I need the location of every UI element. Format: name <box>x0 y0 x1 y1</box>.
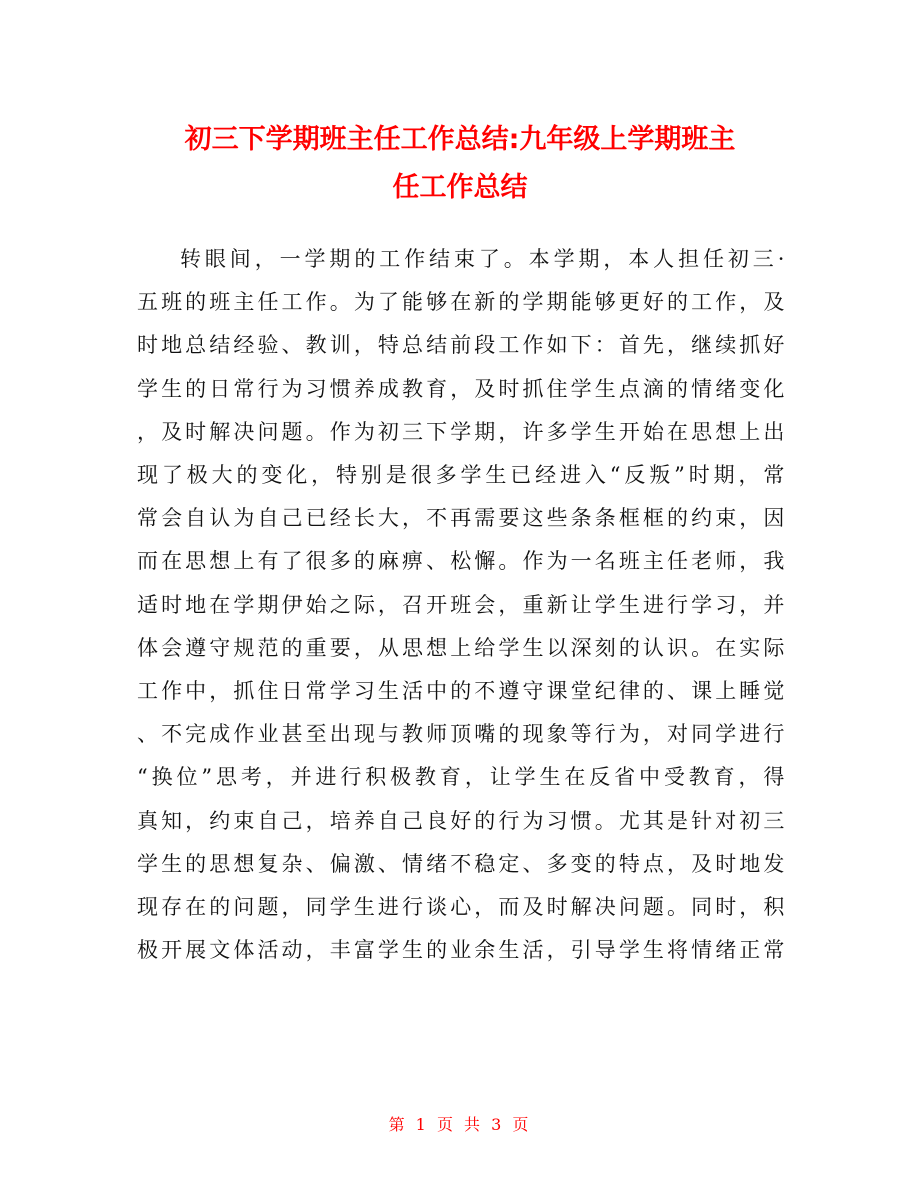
body-line: 时地总结经验、教训，特总结前段工作如下：首先，继续抓好 <box>137 333 785 358</box>
body-line: 极开展文体活动，丰富学生的业余生活，引导学生将情绪正常 <box>137 938 785 963</box>
body-line: ，及时解决问题。作为初三下学期，许多学生开始在思想上出 <box>137 419 785 444</box>
body-line: 真知，约束自己，培养自己良好的行为习惯。尤其是针对初三 <box>137 808 785 833</box>
body-line: 、不完成作业甚至出现与教师顶嘴的现象等行为，对同学进行 <box>137 722 785 747</box>
document-body <box>137 238 785 972</box>
body-line: 常会自认为自己已经长大，不再需要这些条条框框的约束，因 <box>137 506 785 531</box>
body-line: 转眼间，一学期的工作结束了。本学期，本人担任初三· <box>180 247 785 271</box>
document-title <box>120 116 800 212</box>
page-number-footer: 第 1 页 共 3 页 <box>388 1115 532 1134</box>
body-line: 学生的日常行为习惯养成教育，及时抓住学生点滴的情绪变化 <box>137 376 785 401</box>
body-line: “换位”思考，并进行积极教育，让学生在反省中受教育，得 <box>137 765 785 790</box>
body-line: 而在思想上有了很多的麻痹、松懈。作为一名班主任老师，我 <box>137 549 785 574</box>
body-line: 现了极大的变化，特别是很多学生已经进入“反叛”时期，常 <box>137 463 785 488</box>
body-line: 五班的班主任工作。为了能够在新的学期能够更好的工作，及 <box>137 290 785 315</box>
body-line: 适时地在学期伊始之际，召开班会，重新让学生进行学习，并 <box>137 592 785 617</box>
body-line: 学生的思想复杂、偏激、情绪不稳定、多变的特点，及时地发 <box>137 851 785 876</box>
body-line: 现存在的问题，同学生进行谈心，而及时解决问题。同时，积 <box>137 895 785 920</box>
title-line: 初三下学期班主任工作总结:九年级上学期班主 <box>184 124 736 155</box>
title-line: 任工作总结 <box>392 172 528 203</box>
body-line: 体会遵守规范的重要，从思想上给学生以深刻的认识。在实际 <box>137 635 785 660</box>
body-line: 工作中，抓住日常学习生活中的不遵守课堂纪律的、课上睡觉 <box>137 679 785 704</box>
